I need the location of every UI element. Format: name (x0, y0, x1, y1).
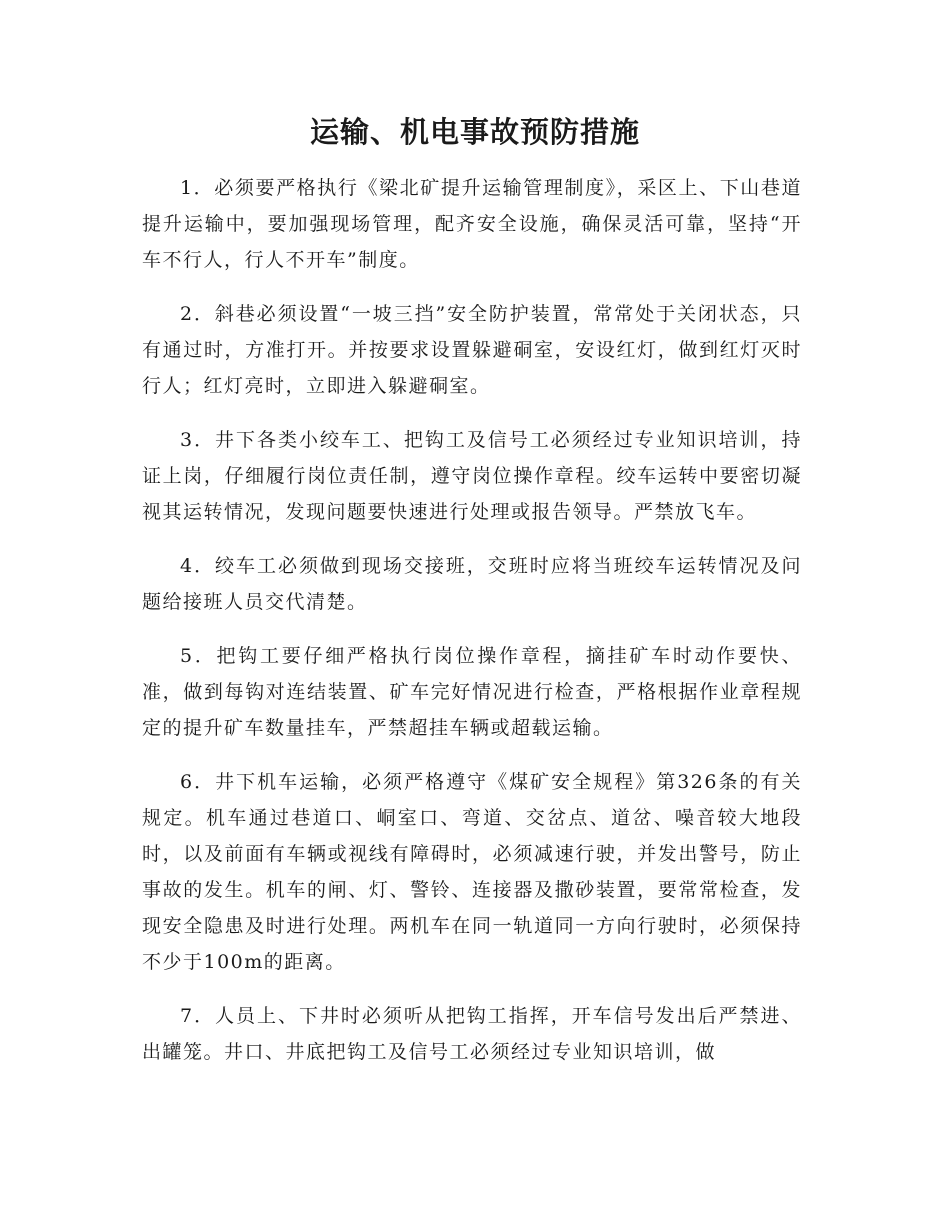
document-title: 运输、机电事故预防措施 (309, 115, 640, 149)
paragraph-5: 5．把钩工要仔细严格执行岗位操作章程，摘挂矿车时动作要快、准，做到每钩对连结装置、矿车完好情况进行检查，严格根据作业章程规定的提升矿车数量挂车，严禁超挂车辆或超载运输。 (142, 645, 802, 739)
paragraph-6: 6．井下机车运输，必须严格遵守《煤矿安全规程》第326条的有关规定。机车通过巷道口、峒室口、弯道、交岔点、道岔、噪音较大地段时，以及前面有车辆或视线有障碍时，必须减速行驶，并发出警号，防止事故的发生。机车的闸、灯、警铃、连接器及撒砂装置，要常常检查，发现安全隐患及时进行处理。两机车在同一轨道同一方向行驶时，必须保持不少于100m的距离。 (142, 771, 802, 973)
paragraph-2: 2．斜巷必须设置“一坡三挡”安全防护装置，常常处于关闭状态，只有通过时，方准打开。并按要求设置躲避硐室，安设红灯，做到红灯灭时行人；红灯亮时，立即进入躲避硐室。 (142, 303, 802, 397)
paragraph-3: 3．井下各类小绞车工、把钩工及信号工必须经过专业知识培训，持证上岗，仔细履行岗位责任制，遵守岗位操作章程。绞车运转中要密切凝视其运转情况，发现问题要快速进行处理或报告领导。严禁放飞车。 (142, 429, 802, 523)
paragraph-1: 1．必须要严格执行《梁北矿提升运输管理制度》，采区上、下山巷道提升运输中，要加强现场管理，配齐安全设施，确保灵活可靠，坚持“开车不行人，行人不开车”制度。 (142, 177, 802, 271)
paragraph-7: 7．人员上、下井时必须听从把钩工指挥，开车信号发出后严禁进、出罐笼。井口、井底把钩工及信号工必须经过专业知识培训，做 (142, 1005, 802, 1063)
paragraph-4: 4．绞车工必须做到现场交接班，交班时应将当班绞车运转情况及问题给接班人员交代清楚。 (142, 555, 802, 613)
document-body (142, 170, 802, 1088)
